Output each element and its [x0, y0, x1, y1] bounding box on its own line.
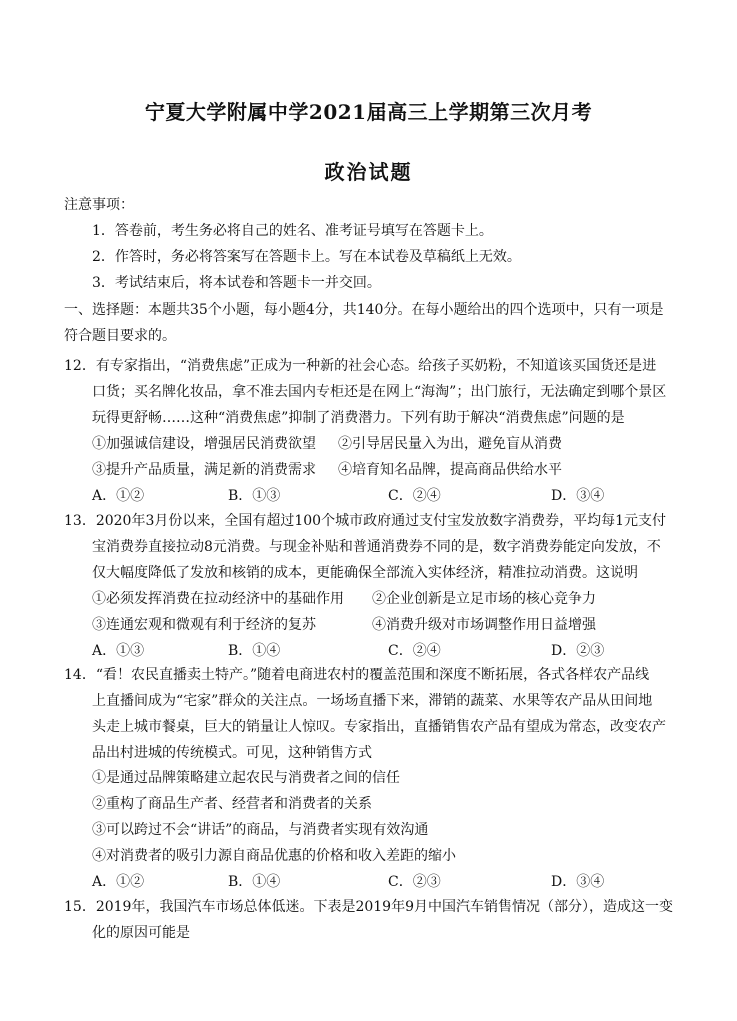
q13-option-c: C．②④ [388, 643, 441, 659]
page-title: 宁夏大学附属中学2021届高三上学期第三次月考 [144, 100, 593, 124]
q13-option-b: B．①④ [228, 643, 281, 659]
q13-statement-4: ④消费升级对市场调整作用日益增强 [372, 617, 596, 633]
q14-option-a: A．①② [92, 874, 145, 890]
q13-statement-3: ③连通宏观和微观有利于经济的复苏 [92, 617, 316, 633]
q12-option-d: D．③④ [551, 488, 605, 504]
q12-option-b: B．①③ [228, 488, 281, 504]
q14-option-b: B．①④ [228, 874, 281, 890]
section-heading: 一、选择题：本题共35个小题，每小题4分，共140分。在每小题给出的四个选项中，只有一项是 [64, 302, 664, 318]
q12-statement-4: ④培育知名品牌，提高商品供给水平 [338, 462, 562, 478]
question-13-text: 13．2020年3月份以来，全国有超过100个城市政府通过支付宝发放数字消费券，平均每1元支付 [64, 513, 666, 529]
q12-statement-2: ②引导居民量入为出，避免盲从消费 [338, 436, 562, 452]
q14-statement-3: ③可以跨过不会“讲话”的商品，与消费者实现有效沟通 [92, 822, 429, 838]
question-15-text: 15．2019年，我国汽车市场总体低迷。下表是2019年9月中国汽车销售情况（部分），造成这一变 [64, 899, 673, 915]
q14-option-d: D．③④ [551, 874, 605, 890]
page-subtitle: 政治试题 [324, 160, 413, 184]
q14-statement-1: ①是通过品牌策略建立起农民与消费者之间的信任 [92, 770, 400, 786]
notice-item: 2．作答时，务必将答案写在答题卡上。写在本试卷及草稿纸上无效。 [92, 249, 521, 265]
notice-item: 1．答卷前，考生务必将自己的姓名、准考证号填写在答题卡上。 [92, 223, 493, 239]
question-14-text: 上直播间成为“宅家”群众的关注点。一场场直播下来，滞销的蔬菜、水果等农产品从田间地 [92, 693, 653, 709]
question-12-text: 玩得更舒畅……这种“消费焦虑”抑制了消费潜力。下列有助于解决“消费焦虑”问题的是 [92, 410, 625, 426]
question-14-text: 14．“看！农民直播卖土特产。”随着电商进农村的覆盖范围和深度不断拓展，各式各样农产品线 [64, 667, 650, 683]
q14-option-c: C．②③ [388, 874, 441, 890]
q12-option-a: A．①② [92, 488, 145, 504]
q14-statement-2: ②重构了商品生产者、经营者和消费者的关系 [92, 796, 372, 812]
question-13-text: 仅大幅度降低了发放和核销的成本，更能确保全部流入实体经济，精准拉动消费。这说明 [92, 565, 638, 581]
question-12-text: 12．有专家指出，“消费焦虑”正成为一种新的社会心态。给孩子买奶粉，不知道该买国货还是进 [64, 358, 657, 374]
q13-statement-2: ②企业创新是立足市场的核心竞争力 [372, 591, 596, 607]
question-13-text: 宝消费券直接拉动8元消费。与现金补贴和普通消费券不同的是，数字消费券能定向发放，不 [92, 539, 661, 555]
q12-statement-1: ①加强诚信建设，增强居民消费欲望 [92, 436, 316, 452]
q13-option-d: D．②③ [551, 643, 605, 659]
question-15-text: 化的原因可能是 [92, 925, 190, 941]
q12-statement-3: ③提升产品质量，满足新的消费需求 [92, 462, 316, 478]
q14-statement-4: ④对消费者的吸引力源自商品优惠的价格和收入差距的缩小 [92, 848, 456, 864]
notice-heading: 注意事项： [64, 197, 134, 213]
question-14-text: 品出村进城的传统模式。可见，这种销售方式 [92, 745, 372, 761]
q12-option-c: C．②④ [388, 488, 441, 504]
notice-item: 3．考试结束后，将本试卷和答题卡一并交回。 [92, 275, 381, 291]
question-12-text: 口货；买名牌化妆品，拿不准去国内专柜还是在网上“海淘”；出门旅行，无法确定到哪个景区 [92, 384, 667, 400]
q13-option-a: A．①③ [92, 643, 145, 659]
q13-statement-1: ①必须发挥消费在拉动经济中的基础作用 [92, 591, 344, 607]
section-heading-cont: 符合题目要求的。 [64, 328, 176, 344]
question-14-text: 头走上城市餐桌，巨大的销量让人惊叹。专家指出，直播销售农产品有望成为常态，改变农产 [92, 719, 666, 735]
